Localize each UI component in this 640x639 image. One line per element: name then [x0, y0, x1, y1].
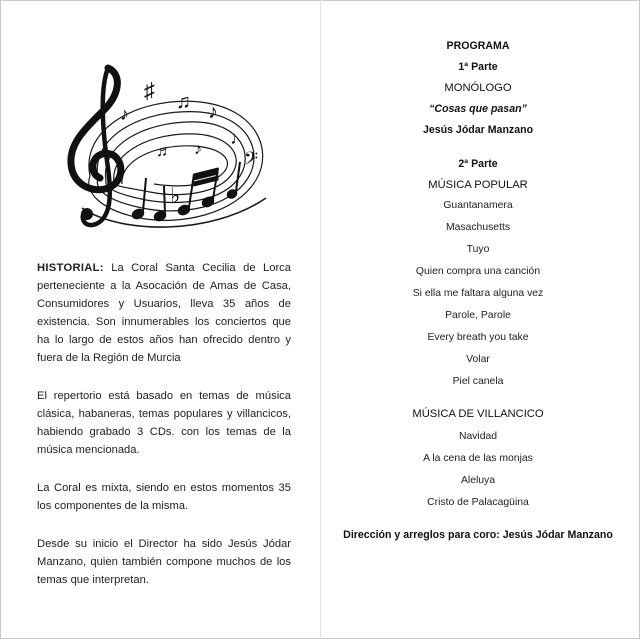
popular-song-item: Parole, Parole [445, 310, 511, 321]
popular-song-item: Quien compra una canción [415, 266, 541, 277]
director-paragraph: Desde su inicio el Director ha sido Jesús Jódar Manzano, quien también compone muchos de los temas que interpretan. [37, 538, 291, 586]
svg-text:♩: ♩ [230, 128, 248, 148]
parte1-label: 1ª Parte [458, 61, 498, 73]
programa-section [338, 40, 618, 541]
popular-song-item: Tuyo [466, 244, 490, 255]
svg-text:♪: ♪ [208, 101, 218, 123]
popular-title: MÚSICA POPULAR [428, 179, 528, 191]
svg-text:♯: ♯ [144, 78, 155, 103]
svg-text:♫: ♫ [176, 91, 191, 113]
parte1-type: MONÓLOGO [444, 82, 512, 94]
historial-intro: La Coral Santa Cecilia de Lorca perteneciente a la Asocación de Amas de Casa, Consumidores y Usuarios, lleva 35 años de existencia. Son innumerables los conciertos que ha lo largo de estos años han ofrecido dentro y fuera de la Región de Murcia [37, 262, 291, 364]
villancico-song-item: A la cena de las monjas [423, 453, 533, 464]
villancico-song-item: Aleluya [460, 475, 496, 486]
villancico-song-item: Cristo de Palacagüina [427, 497, 529, 508]
villancico-title: MÚSICA DE VILLANCICO [412, 408, 544, 420]
popular-song-item: Every breath you take [427, 332, 529, 343]
popular-song-item: Guantanamera [443, 200, 513, 211]
historial-section [37, 259, 291, 609]
parte1-work: “Cosas que pasan” [429, 103, 527, 115]
credits: Dirección y arreglos para coro: Jesús Jódar Manzano [343, 529, 613, 541]
svg-text:♪: ♪ [120, 104, 129, 124]
villancico-song-item: Navidad [458, 431, 498, 442]
popular-song-item: Piel canela [452, 376, 504, 387]
svg-text:♬: ♬ [156, 143, 172, 160]
repertorio-paragraph: El repertorio está basado en temas de música clásica, habaneras, temas populares y villancicos, habiendo grabado 3 CDs. con los temas de la música mencionada. [37, 390, 291, 456]
historial-intro-paragraph [37, 259, 291, 367]
popular-song-item: Masachusetts [445, 222, 511, 233]
treble-clef-icon [71, 68, 121, 225]
svg-text:𝄢: 𝄢 [244, 148, 259, 173]
coral-mixta-paragraph: La Coral es mixta, siendo en estos momentos 35 los componentes de la misma. [37, 482, 291, 512]
popular-song-item: Si ella me faltara alguna vez [412, 288, 544, 299]
historial-heading: HISTORIAL: [37, 262, 104, 274]
music-notes-treble-clef-icon [60, 58, 278, 243]
villancico-song-list [338, 431, 618, 508]
popular-song-list [338, 200, 618, 387]
parte2-label: 2ª Parte [458, 158, 498, 170]
svg-text:♪: ♪ [194, 141, 202, 158]
parte1-author: Jesús Jódar Manzano [422, 124, 534, 136]
svg-text:♭: ♭ [170, 183, 181, 208]
popular-song-item: Volar [466, 354, 490, 365]
fold-divider [320, 0, 321, 639]
programa-title: PROGRAMA [446, 40, 510, 52]
